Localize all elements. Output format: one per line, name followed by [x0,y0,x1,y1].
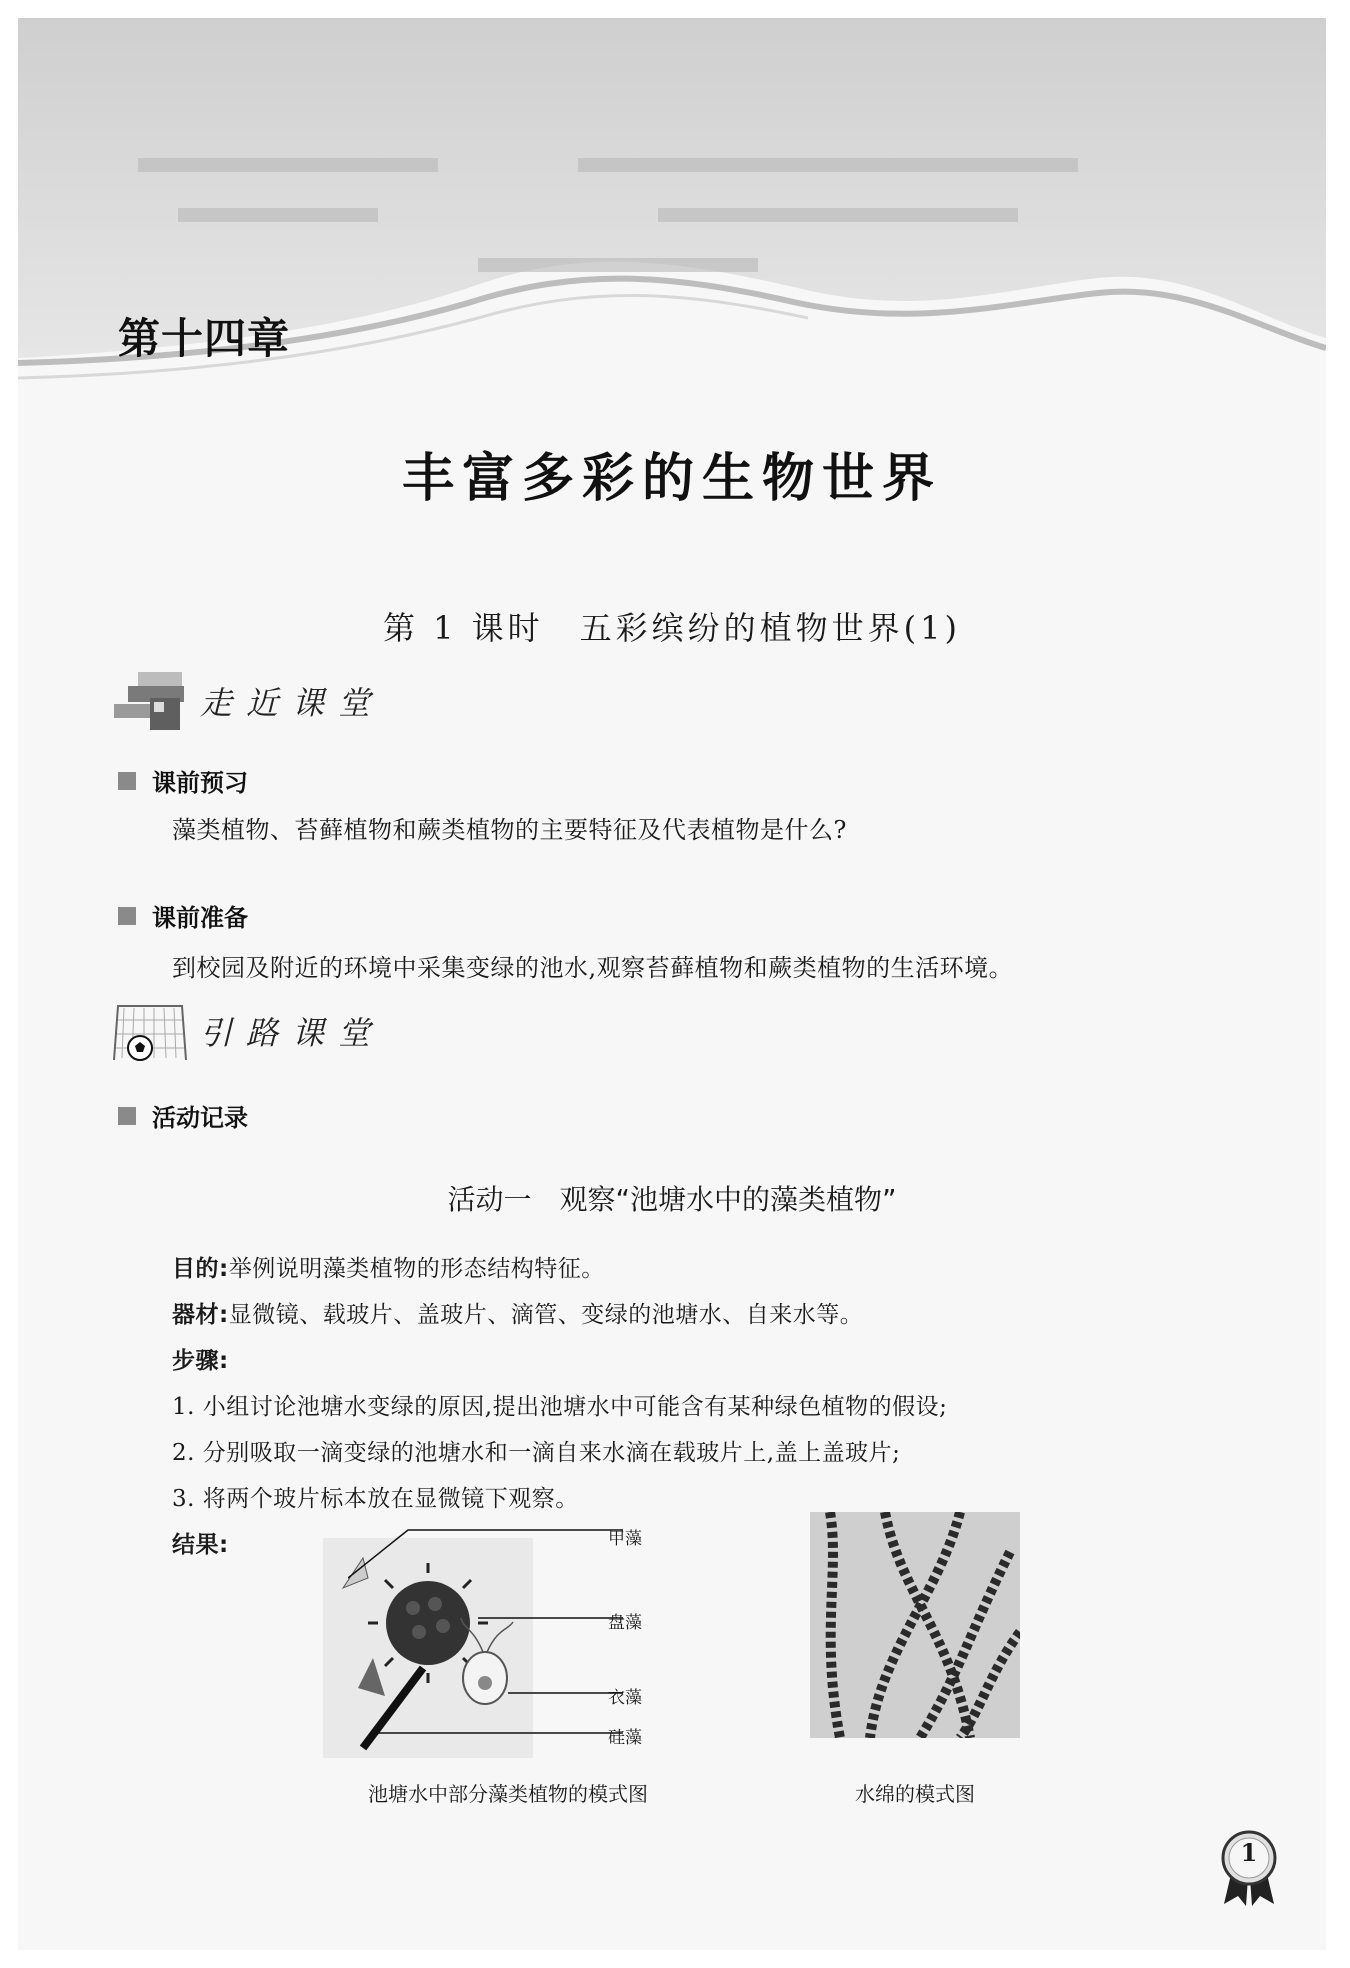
page-title: 丰富多彩的生物世界 [401,448,942,509]
result-label: 结果: [172,1532,229,1558]
purpose-text: 举例说明藻类植物的形态结构特征。 [228,1256,605,1282]
square-bullet-icon [118,907,136,925]
section-guide [110,998,384,1064]
preparation-heading-label: 课前准备 [152,904,248,932]
lesson-title: 第 1 课时 五彩缤纷的植物世界(1) [382,609,962,647]
materials-label: 器材: [172,1302,229,1328]
goal-ball-icon [110,998,188,1064]
activity-title: 活动一 观察“池塘水中的藻类植物” [447,1183,897,1216]
step-1: 1. 小组讨论池塘水变绿的原因,提出池塘水中可能含有某种绿色植物的假设; [172,1394,948,1420]
label-chlamydomonas: 衣藻 [608,1688,642,1708]
preparation-heading [118,898,248,933]
algae-leader-lines [348,1518,628,1768]
page-number: 1 [1240,1838,1258,1867]
purpose-line [172,1250,605,1283]
activity-record-heading-label: 活动记录 [152,1104,248,1132]
activity-record-heading [118,1098,248,1133]
preparation-text: 到校园及附近的环境中采集变绿的池水,观察苔藓植物和蕨类植物的生活环境。 [172,954,1014,982]
section-approach [110,668,384,734]
spirogyra-illustration [810,1512,1020,1738]
algae-caption: 池塘水中部分藻类植物的模式图 [368,1782,648,1806]
steps-label-line [172,1342,229,1375]
square-bullet-icon [118,772,136,790]
chapter-number: 第十四章 [118,314,291,363]
step-2: 2. 分别吸取一滴变绿的池塘水和一滴自来水滴在载玻片上,盖上盖玻片; [172,1440,901,1466]
label-diatom: 硅藻 [608,1728,642,1748]
square-bullet-icon [118,1107,136,1125]
page [18,18,1326,1950]
materials-line [172,1296,863,1329]
preview-heading [118,763,248,798]
result-line [172,1526,229,1559]
section-approach-title: 走近课堂 [200,684,385,722]
materials-text: 显微镜、载玻片、盖玻片、滴管、变绿的池塘水、自来水等。 [228,1302,864,1328]
preview-text: 藻类植物、苔藓植物和蕨类植物的主要特征及代表植物是什么? [172,816,847,844]
books-icon [110,668,188,734]
purpose-label: 目的: [172,1256,229,1282]
preview-heading-label: 课前预习 [152,769,248,797]
section-guide-title: 引路课堂 [200,1014,385,1052]
steps-label: 步骤: [172,1348,229,1374]
spirogyra-caption: 水绵的模式图 [855,1782,975,1806]
step-3: 3. 将两个玻片标本放在显微镜下观察。 [172,1486,579,1512]
label-pediastrum: 盘藻 [608,1613,642,1633]
label-dinoflagellate: 甲藻 [608,1529,642,1549]
